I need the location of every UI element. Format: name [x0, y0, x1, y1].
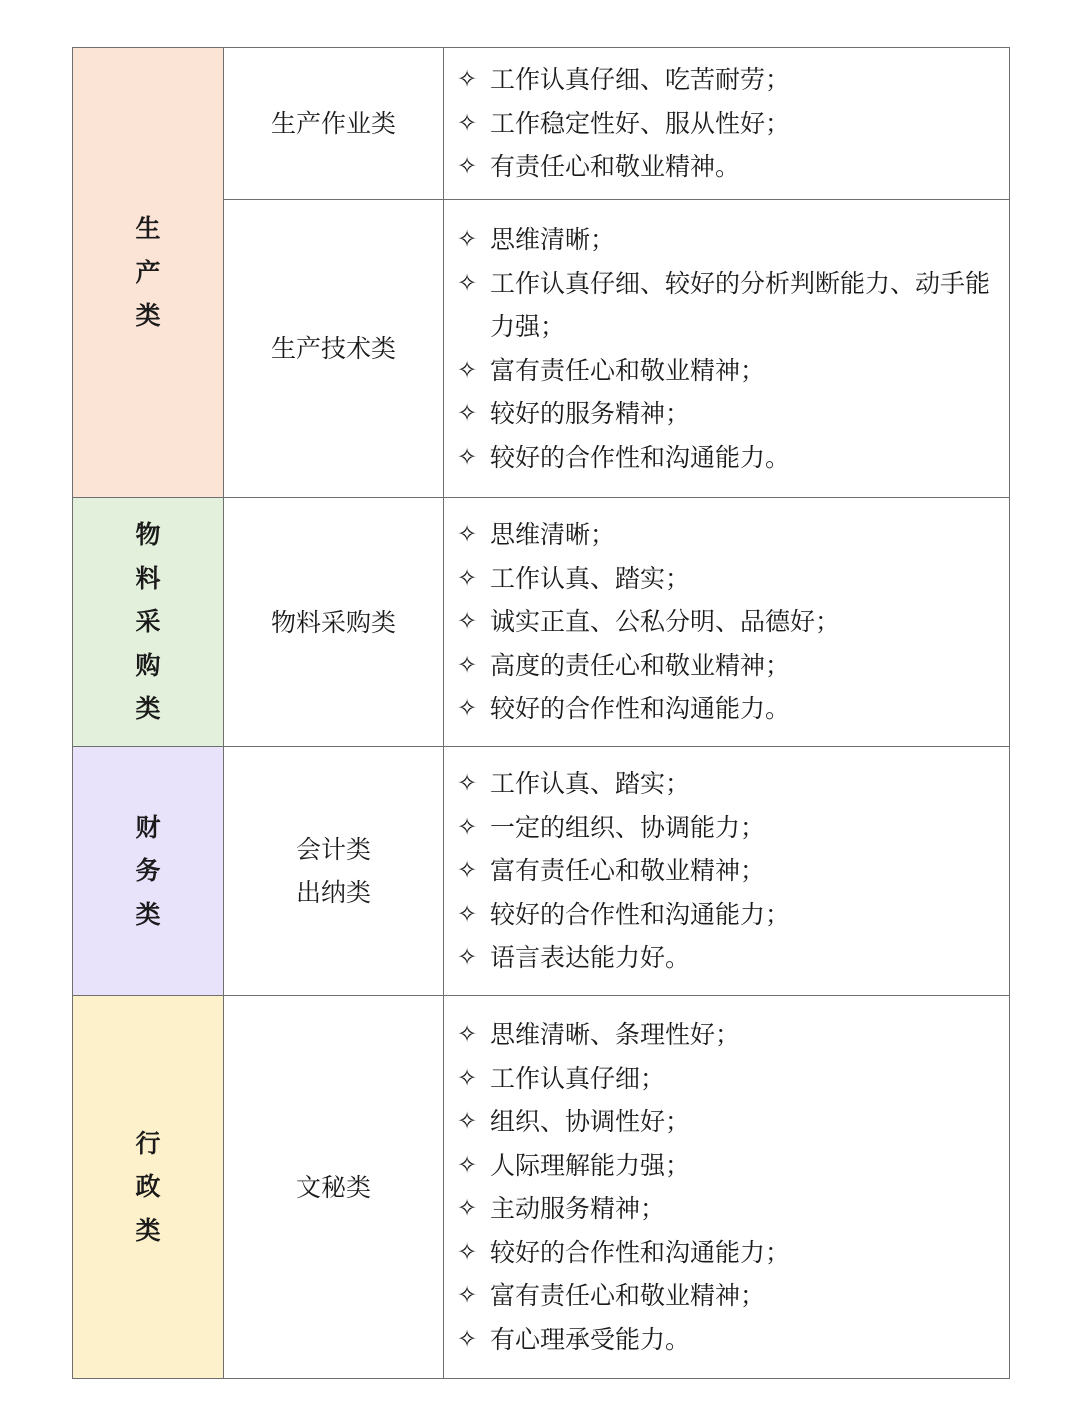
requirement-item [452, 392, 1003, 436]
requirement-item [452, 1100, 1003, 1144]
requirement-item [452, 513, 1003, 557]
table-row [73, 747, 1010, 996]
requirement-text: 人际理解能力强； [490, 1150, 691, 1180]
table-row [73, 498, 1010, 747]
requirements-list [452, 762, 1003, 980]
requirements-cell [444, 48, 1010, 200]
star-bullet-icon: ✧ [456, 268, 478, 297]
category-cell [73, 48, 224, 498]
requirement-text: 高度的责任心和敬业精神； [490, 650, 791, 680]
category-label: 生产类 [135, 214, 161, 331]
requirement-text: 富有责任心和敬业精神； [490, 355, 766, 385]
subcategory-label: 生产作业类 [270, 109, 396, 138]
category-label: 物料采购类 [135, 520, 161, 724]
category-label: 财务类 [135, 812, 161, 929]
requirement-item [452, 557, 1003, 601]
requirement-item [452, 262, 1003, 349]
requirement-text: 工作稳定性好、服从性好； [490, 108, 791, 138]
requirements-cell [444, 747, 1010, 996]
star-bullet-icon: ✧ [456, 856, 478, 885]
requirement-text: 较好的服务精神； [490, 399, 691, 428]
requirement-text: 工作认真、踏实； [490, 769, 691, 799]
star-bullet-icon: ✧ [456, 1107, 478, 1135]
requirement-item [452, 762, 1003, 806]
star-bullet-icon: ✧ [456, 355, 478, 384]
requirement-item [452, 1187, 1003, 1231]
category-cell [73, 498, 224, 747]
requirement-text: 富有责任心和敬业精神； [490, 856, 766, 886]
requirement-item [452, 349, 1003, 393]
requirement-item [452, 1318, 1003, 1362]
star-bullet-icon: ✧ [456, 225, 478, 253]
star-bullet-icon: ✧ [456, 943, 478, 972]
requirement-text: 工作认真、踏实； [490, 563, 691, 593]
subcategory-label: 文秘类 [295, 1172, 371, 1202]
requirement-text: 富有责任心和敬业精神； [490, 1281, 766, 1310]
requirement-text: 工作认真仔细、吃苦耐劳； [490, 65, 791, 95]
requirement-text: 思维清晰； [490, 520, 616, 550]
requirement-text: 有心理承受能力。 [490, 1324, 691, 1354]
requirement-text: 较好的合作性和沟通能力； [490, 899, 791, 929]
requirement-text: 诚实正直、公私分明、品德好； [490, 607, 841, 637]
requirement-item [452, 436, 1003, 480]
table-row [73, 48, 1010, 200]
job-requirements-table [72, 47, 1010, 1379]
requirements-list [452, 1013, 1003, 1361]
star-bullet-icon: ✧ [456, 650, 478, 679]
subcategory-cell [224, 747, 444, 996]
star-bullet-icon: ✧ [456, 65, 478, 94]
star-bullet-icon: ✧ [456, 442, 478, 471]
requirement-item [452, 58, 1003, 102]
requirements-cell [444, 200, 1010, 498]
star-bullet-icon: ✧ [456, 152, 478, 181]
star-bullet-icon: ✧ [456, 399, 478, 427]
requirement-item [452, 1231, 1003, 1275]
subcategory-label: 生产技术类 [270, 334, 396, 363]
star-bullet-icon: ✧ [456, 1194, 478, 1222]
requirement-item [452, 218, 1003, 262]
subcategory-cell [224, 48, 444, 200]
category-cell [73, 996, 224, 1379]
star-bullet-icon: ✧ [456, 607, 478, 636]
requirement-item [452, 1274, 1003, 1318]
subcategory-label: 出纳类 [295, 878, 371, 907]
requirement-text: 工作认真仔细、较好的分析判断能力、动手能力强； [490, 268, 991, 341]
requirement-text: 较好的合作性和沟通能力。 [490, 694, 791, 724]
requirements-cell [444, 498, 1010, 747]
star-bullet-icon: ✧ [456, 1063, 478, 1092]
requirements-cell [444, 996, 1010, 1379]
subcategory-cell [224, 200, 444, 498]
requirement-item [452, 145, 1003, 189]
star-bullet-icon: ✧ [456, 520, 478, 549]
subcategory-label: 物料采购类 [270, 607, 396, 637]
requirement-text: 组织、协调性好； [490, 1107, 691, 1136]
requirement-text: 思维清晰； [490, 225, 616, 254]
star-bullet-icon: ✧ [456, 1150, 478, 1179]
star-bullet-icon: ✧ [456, 1237, 478, 1266]
requirement-item [452, 936, 1003, 980]
star-bullet-icon: ✧ [456, 108, 478, 137]
requirement-text: 较好的合作性和沟通能力。 [490, 442, 791, 472]
requirement-item [452, 644, 1003, 688]
requirement-text: 工作认真仔细； [490, 1063, 666, 1093]
requirement-item [452, 806, 1003, 850]
star-bullet-icon: ✧ [456, 812, 478, 841]
requirement-item [452, 849, 1003, 893]
star-bullet-icon: ✧ [456, 563, 478, 592]
requirement-text: 有责任心和敬业精神。 [490, 152, 741, 182]
requirement-item [452, 102, 1003, 146]
requirement-text: 一定的组织、协调能力； [490, 812, 766, 842]
star-bullet-icon: ✧ [456, 769, 478, 798]
requirements-list [452, 513, 1003, 731]
requirement-item [452, 1057, 1003, 1101]
requirements-list [452, 58, 1003, 189]
requirement-text: 主动服务精神； [490, 1194, 666, 1223]
requirement-text: 思维清晰、条理性好； [490, 1020, 741, 1049]
requirement-text: 语言表达能力好。 [490, 943, 691, 973]
subcategory-cell [224, 996, 444, 1379]
star-bullet-icon: ✧ [456, 1020, 478, 1048]
requirement-text: 较好的合作性和沟通能力； [490, 1237, 791, 1267]
subcategory-label: 会计类 [295, 835, 371, 864]
category-cell [73, 747, 224, 996]
requirement-item [452, 600, 1003, 644]
requirement-item [452, 687, 1003, 731]
category-label: 行政类 [135, 1128, 161, 1245]
star-bullet-icon: ✧ [456, 899, 478, 928]
requirement-item [452, 1144, 1003, 1188]
requirement-item [452, 893, 1003, 937]
subcategory-cell [224, 498, 444, 747]
star-bullet-icon: ✧ [456, 1324, 478, 1353]
star-bullet-icon: ✧ [456, 694, 478, 723]
star-bullet-icon: ✧ [456, 1281, 478, 1309]
table-row [73, 996, 1010, 1379]
requirements-list [452, 218, 1003, 479]
requirement-item [452, 1013, 1003, 1057]
